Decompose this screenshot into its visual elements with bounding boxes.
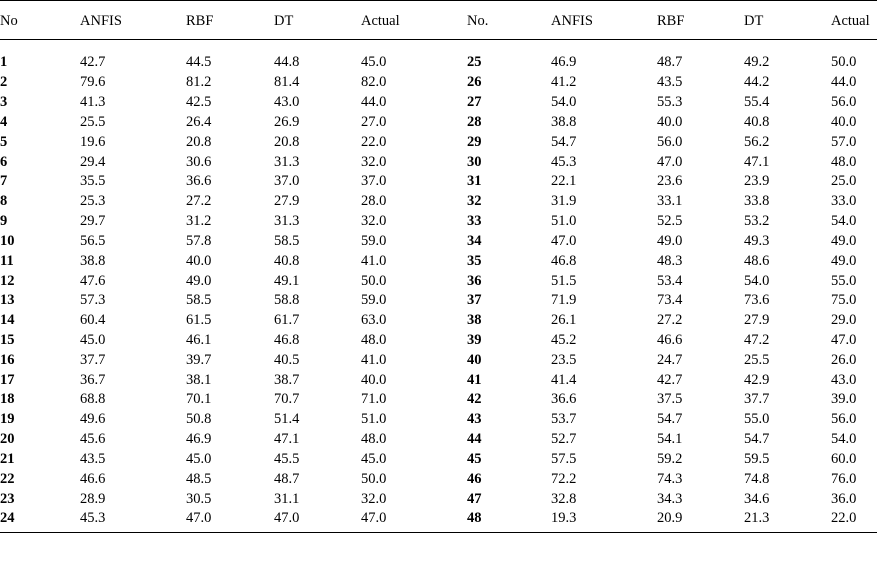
anfis-value: 49.6 <box>80 411 106 428</box>
anfis-value: 37.7 <box>80 351 106 368</box>
row-number: 15 <box>0 332 15 348</box>
rbf-value-2: 20.9 <box>657 509 744 532</box>
anfis-value-2: 32.8 <box>551 490 577 507</box>
row-number-2: 33 <box>467 213 482 230</box>
rbf-value-2: 59.2 <box>657 450 683 467</box>
actual-value-2: 39.0 <box>831 391 857 408</box>
rbf-value-2: 52.5 <box>657 213 683 230</box>
row-number: 3 <box>0 94 8 111</box>
dt-value-2: 25.5 <box>744 351 770 368</box>
dt-value-2: 55.4 <box>744 94 770 111</box>
rbf-value: 46.9 <box>186 431 212 448</box>
anfis-value: 45.3 <box>80 509 186 532</box>
row-number: 20 <box>0 431 15 448</box>
actual-value: 48.0 <box>361 332 387 348</box>
dt-value: 48.7 <box>274 470 300 487</box>
dt-value-2: 49.2 <box>744 54 770 71</box>
dt-value-2: 73.6 <box>744 292 770 309</box>
actual-value: 47.0 <box>361 509 467 532</box>
table-row <box>0 192 877 212</box>
actual-value-2: 75.0 <box>831 292 857 309</box>
row-number-2: 38 <box>467 312 482 329</box>
row-number-2: 37 <box>467 292 482 309</box>
rbf-value: 30.6 <box>186 153 212 170</box>
actual-value-2: 49.0 <box>831 232 857 249</box>
actual-value-2: 56.0 <box>831 94 857 111</box>
row-number: 6 <box>0 153 8 170</box>
dt-value: 43.0 <box>274 94 300 111</box>
actual-value-2: 54.0 <box>831 213 857 230</box>
row-number-2: 31 <box>467 173 482 190</box>
anfis-value-2: 47.0 <box>551 232 577 249</box>
anfis-value-2: 54.7 <box>551 133 577 150</box>
row-number: 1 <box>0 54 8 71</box>
row-number: 4 <box>0 113 8 130</box>
row-number: 11 <box>0 252 14 269</box>
rbf-value: 27.2 <box>186 193 212 210</box>
table-row <box>0 331 877 351</box>
rbf-value: 46.1 <box>186 332 212 348</box>
anfis-value-2: 41.4 <box>551 371 577 388</box>
rbf-value-2: 56.0 <box>657 133 683 150</box>
table-row <box>0 112 877 132</box>
anfis-value: 43.5 <box>80 450 106 467</box>
rbf-value: 39.7 <box>186 351 212 368</box>
dt-value: 31.1 <box>274 490 300 507</box>
actual-value: 41.0 <box>361 351 387 368</box>
table-row <box>0 370 877 390</box>
anfis-value-2: 54.0 <box>551 94 577 111</box>
anfis-value: 35.5 <box>80 173 106 190</box>
row-number: 2 <box>0 74 8 91</box>
dt-value-2: 54.0 <box>744 272 770 289</box>
dt-value: 58.5 <box>274 232 300 249</box>
rbf-value-2: 49.0 <box>657 232 683 249</box>
row-number: 19 <box>0 411 15 428</box>
anfis-value-2: 45.2 <box>551 332 577 348</box>
anfis-value: 45.6 <box>80 431 106 448</box>
rbf-value-2: 47.0 <box>657 153 683 170</box>
table-row <box>0 410 877 430</box>
anfis-value-2: 57.5 <box>551 450 577 467</box>
anfis-value: 25.3 <box>80 193 106 210</box>
actual-value: 59.0 <box>361 232 387 249</box>
actual-value-2: 47.0 <box>831 332 857 348</box>
row-number-2: 47 <box>467 490 482 507</box>
header-anfis-2: ANFIS <box>551 1 657 40</box>
rbf-value: 38.1 <box>186 371 212 388</box>
row-number: 9 <box>0 213 8 230</box>
anfis-value-2: 22.1 <box>551 173 577 190</box>
anfis-value: 56.5 <box>80 232 106 249</box>
dt-value-2: 34.6 <box>744 490 770 507</box>
header-actual: Actual <box>361 1 467 40</box>
table-row <box>0 132 877 152</box>
table-row <box>0 251 877 271</box>
actual-value: 82.0 <box>361 74 387 91</box>
actual-value-2: 50.0 <box>831 54 857 71</box>
table-row <box>0 489 877 509</box>
table-row <box>0 311 877 331</box>
actual-value: 44.0 <box>361 94 387 111</box>
header-rbf-2: RBF <box>657 1 744 40</box>
actual-value-2: 33.0 <box>831 193 857 210</box>
anfis-value: 41.3 <box>80 94 106 111</box>
row-number: 8 <box>0 193 8 210</box>
row-number-2: 26 <box>467 74 482 91</box>
actual-value-2: 44.0 <box>831 74 857 91</box>
rbf-value-2: 74.3 <box>657 470 683 487</box>
rbf-value: 61.5 <box>186 312 212 329</box>
anfis-value-2: 72.2 <box>551 470 577 487</box>
actual-value: 27.0 <box>361 113 387 130</box>
dt-value: 31.3 <box>274 213 300 230</box>
rbf-value: 30.5 <box>186 490 212 507</box>
dt-value: 45.5 <box>274 450 300 467</box>
actual-value: 45.0 <box>361 450 387 467</box>
actual-value-2: 55.0 <box>831 272 857 289</box>
dt-value-2: 23.9 <box>744 173 770 190</box>
row-number-2: 46 <box>467 470 482 487</box>
rbf-value: 20.8 <box>186 133 212 150</box>
dt-value: 26.9 <box>274 113 300 130</box>
rbf-value-2: 46.6 <box>657 332 683 348</box>
rbf-value-2: 48.3 <box>657 252 683 269</box>
dt-value: 40.8 <box>274 252 300 269</box>
rbf-value: 49.0 <box>186 272 212 289</box>
rbf-value: 40.0 <box>186 252 212 269</box>
dt-value: 44.8 <box>274 54 300 71</box>
actual-value: 51.0 <box>361 411 387 428</box>
dt-value-2: 49.3 <box>744 232 770 249</box>
row-number-2: 25 <box>467 54 482 71</box>
row-number-2: 41 <box>467 371 482 388</box>
anfis-value-2: 71.9 <box>551 292 577 309</box>
anfis-value-2: 53.7 <box>551 411 577 428</box>
dt-value: 70.7 <box>274 391 300 408</box>
rbf-value: 44.5 <box>186 54 212 71</box>
actual-value: 32.0 <box>361 213 387 230</box>
actual-value: 48.0 <box>361 431 387 448</box>
dt-value: 58.8 <box>274 292 300 309</box>
header-dt: DT <box>274 1 361 40</box>
dt-value-2: 40.8 <box>744 113 770 130</box>
rbf-value-2: 54.7 <box>657 411 683 428</box>
row-number-2: 48 <box>467 509 551 532</box>
rbf-value-2: 54.1 <box>657 431 683 448</box>
anfis-value-2: 23.5 <box>551 351 577 368</box>
anfis-value: 57.3 <box>80 292 106 309</box>
rbf-value: 47.0 <box>186 509 274 532</box>
row-number: 18 <box>0 391 15 408</box>
anfis-value-2: 51.0 <box>551 213 577 230</box>
dt-value: 20.8 <box>274 133 300 150</box>
anfis-value: 28.9 <box>80 490 106 507</box>
dt-value-2: 53.2 <box>744 213 770 230</box>
dt-value: 81.4 <box>274 74 300 91</box>
anfis-value-2: 26.1 <box>551 312 577 329</box>
rbf-value: 36.6 <box>186 173 212 190</box>
table-row <box>0 172 877 192</box>
row-number: 13 <box>0 292 15 309</box>
actual-value-2: 57.0 <box>831 133 857 150</box>
header-no-2: No. <box>467 1 551 40</box>
anfis-value: 79.6 <box>80 74 106 91</box>
rbf-value-2: 73.4 <box>657 292 683 309</box>
table-row <box>0 212 877 232</box>
actual-value-2: 40.0 <box>831 113 857 130</box>
row-number-2: 44 <box>467 431 482 448</box>
rbf-value-2: 48.7 <box>657 54 683 71</box>
row-number: 12 <box>0 272 15 289</box>
header-anfis: ANFIS <box>80 1 186 40</box>
dt-value: 51.4 <box>274 411 300 428</box>
anfis-value-2: 19.3 <box>551 509 657 532</box>
row-number: 16 <box>0 351 15 368</box>
actual-value: 40.0 <box>361 371 387 388</box>
dt-value-2: 55.0 <box>744 411 770 428</box>
row-number: 23 <box>0 490 15 507</box>
dt-value-2: 47.1 <box>744 153 770 170</box>
rbf-value: 81.2 <box>186 74 212 91</box>
anfis-value-2: 36.6 <box>551 391 577 408</box>
actual-value-2: 56.0 <box>831 411 857 428</box>
dt-value: 31.3 <box>274 153 300 170</box>
row-number-2: 29 <box>467 133 482 150</box>
actual-value-2: 25.0 <box>831 173 857 190</box>
header-dt-2: DT <box>744 1 831 40</box>
rbf-value-2: 53.4 <box>657 272 683 289</box>
anfis-value-2: 41.2 <box>551 74 577 91</box>
dt-value: 46.8 <box>274 332 300 348</box>
rbf-value-2: 55.3 <box>657 94 683 111</box>
dt-value: 49.1 <box>274 272 300 289</box>
anfis-value-2: 51.5 <box>551 272 577 289</box>
rbf-value: 31.2 <box>186 213 212 230</box>
actual-value: 32.0 <box>361 153 387 170</box>
row-number: 14 <box>0 312 15 329</box>
row-number: 10 <box>0 232 15 249</box>
rbf-value: 50.8 <box>186 411 212 428</box>
table-body <box>0 40 877 533</box>
rbf-value-2: 40.0 <box>657 113 683 130</box>
actual-value: 50.0 <box>361 470 387 487</box>
rbf-value: 45.0 <box>186 450 212 467</box>
anfis-value: 25.5 <box>80 113 106 130</box>
actual-value: 28.0 <box>361 193 387 210</box>
anfis-value-2: 46.9 <box>551 54 577 71</box>
dt-value: 37.0 <box>274 173 300 190</box>
row-number-2: 39 <box>467 332 482 348</box>
anfis-value: 47.6 <box>80 272 106 289</box>
actual-value-2: 60.0 <box>831 450 857 467</box>
anfis-value: 45.0 <box>80 332 106 348</box>
actual-value-2: 43.0 <box>831 371 857 388</box>
anfis-value-2: 45.3 <box>551 153 577 170</box>
anfis-value: 68.8 <box>80 391 106 408</box>
anfis-value: 60.4 <box>80 312 106 329</box>
dt-value-2: 56.2 <box>744 133 770 150</box>
actual-value: 32.0 <box>361 490 387 507</box>
row-number: 7 <box>0 173 8 190</box>
actual-value-2: 22.0 <box>831 509 877 532</box>
anfis-value: 36.7 <box>80 371 106 388</box>
dt-value-2: 54.7 <box>744 431 770 448</box>
rbf-value-2: 43.5 <box>657 74 683 91</box>
row-number-2: 42 <box>467 391 482 408</box>
rbf-value: 58.5 <box>186 292 212 309</box>
actual-value-2: 26.0 <box>831 351 857 368</box>
actual-value: 41.0 <box>361 252 387 269</box>
rbf-value-2: 23.6 <box>657 173 683 190</box>
rbf-value: 48.5 <box>186 470 212 487</box>
table-row <box>0 73 877 93</box>
dt-value-2: 42.9 <box>744 371 770 388</box>
anfis-value: 19.6 <box>80 133 106 150</box>
dt-value-2: 27.9 <box>744 312 770 329</box>
table-row <box>0 450 877 470</box>
row-number-2: 40 <box>467 351 482 368</box>
anfis-value-2: 38.8 <box>551 113 577 130</box>
rbf-value-2: 34.3 <box>657 490 683 507</box>
actual-value: 63.0 <box>361 312 387 329</box>
rbf-value-2: 37.5 <box>657 391 683 408</box>
row-number-2: 32 <box>467 193 482 210</box>
row-number-2: 27 <box>467 94 482 111</box>
anfis-value: 38.8 <box>80 252 106 269</box>
actual-value: 45.0 <box>361 54 387 71</box>
actual-value-2: 76.0 <box>831 470 857 487</box>
dt-value: 47.1 <box>274 431 300 448</box>
header-no: No <box>0 1 80 40</box>
row-number-2: 45 <box>467 450 482 467</box>
actual-value-2: 48.0 <box>831 153 857 170</box>
table-row <box>0 271 877 291</box>
dt-value: 61.7 <box>274 312 300 329</box>
rbf-value: 42.5 <box>186 94 212 111</box>
table-row <box>0 469 877 489</box>
dt-value: 38.7 <box>274 371 300 388</box>
actual-value-2: 54.0 <box>831 431 857 448</box>
dt-value-2: 37.7 <box>744 391 770 408</box>
actual-value: 37.0 <box>361 173 387 190</box>
row-number-2: 35 <box>467 252 482 269</box>
anfis-value-2: 46.8 <box>551 252 577 269</box>
actual-value: 50.0 <box>361 272 387 289</box>
dt-value: 27.9 <box>274 193 300 210</box>
row-number-2: 34 <box>467 232 482 249</box>
row-number-2: 28 <box>467 113 482 130</box>
dt-value-2: 59.5 <box>744 450 770 467</box>
anfis-value: 29.7 <box>80 213 106 230</box>
table-row <box>0 509 877 532</box>
anfis-value-2: 31.9 <box>551 193 577 210</box>
dt-value-2: 47.2 <box>744 332 770 348</box>
anfis-value: 46.6 <box>80 470 106 487</box>
table-row <box>0 152 877 172</box>
actual-value-2: 29.0 <box>831 312 857 329</box>
actual-value-2: 49.0 <box>831 252 857 269</box>
row-number: 22 <box>0 470 15 487</box>
rbf-value-2: 33.1 <box>657 193 683 210</box>
header-spacer <box>0 40 877 54</box>
rbf-value: 57.8 <box>186 232 212 249</box>
actual-value-2: 36.0 <box>831 490 857 507</box>
actual-value: 59.0 <box>361 292 387 309</box>
table-row <box>0 231 877 251</box>
row-number-2: 43 <box>467 411 482 428</box>
rbf-value-2: 27.2 <box>657 312 683 329</box>
dt-value: 47.0 <box>274 509 361 532</box>
dt-value-2: 74.8 <box>744 470 770 487</box>
dt-value-2: 33.8 <box>744 193 770 210</box>
rbf-value: 70.1 <box>186 391 212 408</box>
row-number: 17 <box>0 371 15 388</box>
dt-value: 40.5 <box>274 351 300 368</box>
rbf-value-2: 24.7 <box>657 351 683 368</box>
anfis-value: 29.4 <box>80 153 106 170</box>
anfis-value-2: 52.7 <box>551 431 577 448</box>
table-row <box>0 53 877 73</box>
actual-value: 22.0 <box>361 133 387 150</box>
row-number-2: 36 <box>467 272 482 289</box>
anfis-value: 42.7 <box>80 54 106 71</box>
table-header-row <box>0 1 877 40</box>
row-number-2: 30 <box>467 153 482 170</box>
rbf-value-2: 42.7 <box>657 371 683 388</box>
row-number: 5 <box>0 133 8 150</box>
table-row <box>0 430 877 450</box>
table-row <box>0 93 877 113</box>
row-number: 24 <box>0 509 80 532</box>
dt-value-2: 48.6 <box>744 252 770 269</box>
header-rbf: RBF <box>186 1 274 40</box>
table-row <box>0 291 877 311</box>
dt-value-2: 21.3 <box>744 509 831 532</box>
row-number: 21 <box>0 450 15 467</box>
table-row <box>0 390 877 410</box>
actual-value: 71.0 <box>361 391 387 408</box>
table-row <box>0 350 877 370</box>
header-actual-2: Actual <box>831 1 877 40</box>
dt-value-2: 44.2 <box>744 74 770 91</box>
rbf-value: 26.4 <box>186 113 212 130</box>
